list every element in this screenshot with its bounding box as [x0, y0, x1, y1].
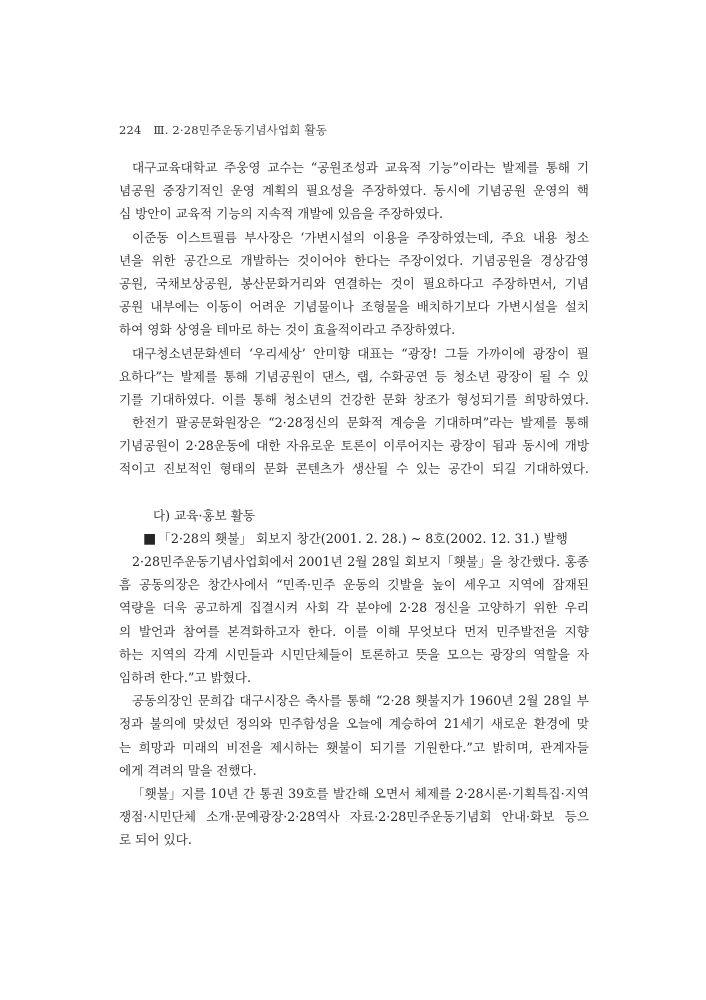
text-line: 하여 영화 상영을 테마로 하는 것이 효율적이라고 주장하였다.	[119, 322, 456, 338]
text-line: 의 발언과 참여를 본격화하고자 한다. 이를 이해 무엇보다 먼저 민주발전을 지향	[119, 623, 589, 639]
text-line: 기념공원이 2·28운동에 대한 자유로운 토론이 이루어지는 광장이 됨과 동시에 개방	[119, 438, 589, 454]
text-line: 이준동 이스트필름 부사장은 ‘가변시설의 이용을 주장하였는데, 주요 내용 청소	[132, 229, 589, 245]
text-line: 요하다”는 발제를 통해 기념공원이 댄스, 랩, 수화공연 등 청소년 광장이 될 수 있	[119, 368, 589, 384]
text-line: 는 희망과 미래의 비전을 제시하는 횃불이 되기를 기원한다.”고 밝히며, 관계자들	[119, 739, 589, 755]
text-line: 에게 격려의 말을 전했다.	[119, 762, 257, 778]
text-line: 로 되어 있다.	[119, 832, 192, 848]
section-subheading: 다) 교육·홍보 활동	[153, 507, 256, 523]
paragraph-2	[119, 226, 589, 342]
square-bullet-icon: ■	[143, 530, 157, 547]
text-line: 공동의장인 문희갑 대구시장은 축사를 통해 “2·28 횃불지가 1960년 2월 28일 부	[132, 693, 589, 709]
text-line: 한전기 팔공문화원장은 “2·28정신의 문화적 계승을 기대하며”라는 발제를 통해	[132, 415, 589, 431]
text-line: 대구교육대학교 주웅영 교수는 “공원조성과 교육적 기능”이라는 발제를 통해 기	[132, 160, 589, 175]
text-line: 기를 기대하였다. 이를 통해 청소년의 건강한 문화 창조가 형성되기를 희망하였다.	[119, 391, 589, 407]
text-line: 임하려 한다.”고 밝혔다.	[119, 669, 251, 685]
text-line: 심 방안이 교육적 기능의 지속적 개발에 있음을 주장하였다.	[119, 206, 443, 222]
paragraph-4	[119, 411, 589, 481]
text-line: 「횃불」지를 10년 간 통권 39호를 발간해 오면서 체제를 2·28시론·기획특집·지역	[132, 785, 589, 801]
section-spacer	[119, 481, 589, 504]
text-line: 공원, 국채보상공원, 봉산문화거리와 연결하는 것이 필요하다고 주장하면서, 기념	[119, 275, 589, 291]
text-line: 적이고 진보적인 형태의 문화 콘텐츠가 생산될 수 있는 공간이 되길 기대하였다.	[119, 461, 589, 477]
text-line: 년을 위한 공간으로 개발하는 것이어야 한다는 주장이었다. 기념공원을 경상감영	[119, 252, 589, 268]
paragraph-6	[119, 689, 589, 782]
text-line: 정과 불의에 맞섰던 정의와 민주함성을 오늘에 계승하여 21세기 새로운 환경에 맞	[119, 716, 589, 732]
running-title: Ⅲ. 2·28민주운동기념사업회 활동	[153, 123, 328, 137]
text-line: 2·28민주운동기념사업회에서 2001년 2월 28일 회보지「횃불」을 창간했다. 홍종	[132, 554, 589, 569]
bullet-heading	[119, 527, 589, 550]
text-line: 대구청소년문화센터 ‘우리세상’ 안미향 대표는 “광장! 그들 가까이에 광장이 필	[132, 345, 589, 361]
text-line: 하는 지역의 각계 시민들과 시민단체들이 토론하고 뜻을 모으는 광장의 역할을 자	[119, 646, 589, 662]
running-header	[119, 122, 327, 138]
text-line: 흠 공동의장은 창간사에서 “민족·민주 운동의 깃발을 높이 세우고 지역에 잠재된	[119, 577, 589, 593]
paragraph-3	[119, 342, 589, 412]
paragraph-5	[119, 550, 589, 689]
text-line: 역량을 더욱 공고하게 집결시켜 사회 각 분야에 2·28 정신을 고양하기 위한 우리	[119, 600, 589, 616]
paragraph-1	[119, 156, 589, 226]
text-line: 공원 내부에는 이동이 어려운 기념물이나 조형물을 배치하기보다 가변시설을 설치	[119, 299, 589, 315]
text-line: 념공원 중장기적인 운영 계획의 필요성을 주장하였다. 동시에 기념공원 운영의 핵	[119, 183, 589, 199]
page-body	[119, 156, 589, 851]
paragraph-7	[119, 782, 589, 852]
text-line: 쟁점·시민단체 소개·문예광장·2·28역사 자료·2·28민주운동기념회 안내·화보 등으	[119, 809, 589, 825]
bullet-heading-text: 「2·28의 횃불」 회보지 창간(2001. 2. 28.) ~ 8호(2002. 12. 31.) 발행	[158, 530, 568, 546]
page-number: 224	[119, 123, 142, 137]
